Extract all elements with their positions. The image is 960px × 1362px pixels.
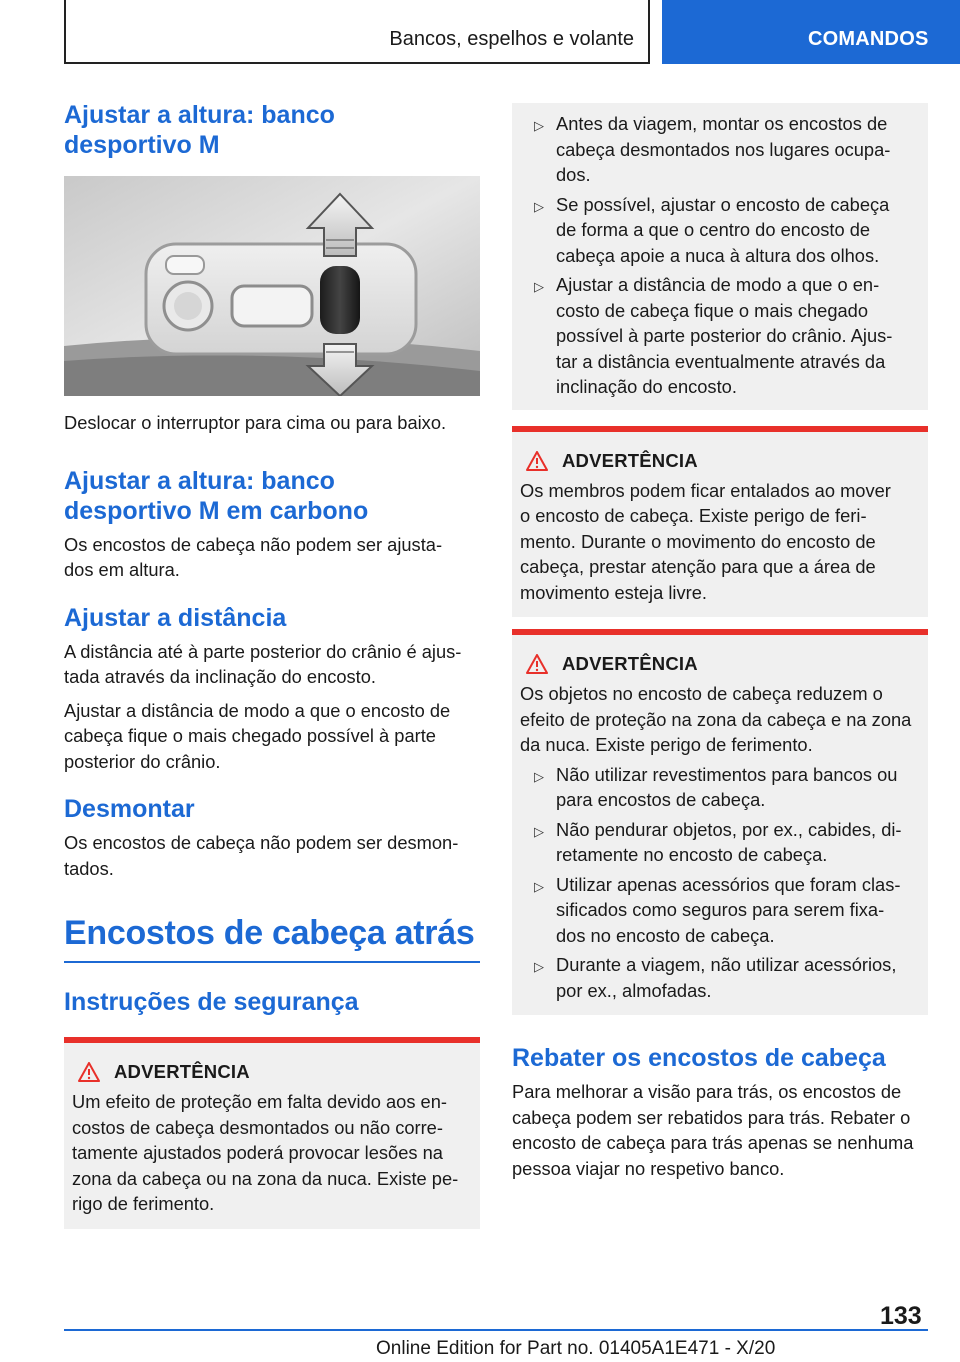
- list-item: ▷ Antes da viagem, montar os encostos de cabeça desmontados nos lugares ocupa- dos.: [520, 111, 920, 188]
- list-item: ▷ Utilizar apenas acessórios que foram clas- sificados como seguros para serem fixa- dos no encosto de cabeça.: [520, 872, 920, 949]
- warning-triangle-icon: [526, 654, 548, 674]
- warning-triangle-icon: [78, 1062, 100, 1082]
- bullet-triangle-icon: ▷: [534, 823, 544, 839]
- heading-adjust-height-m: Ajustar a altura: banco desportivo M: [64, 101, 335, 159]
- paragraph-distance-2: Ajustar a distância de modo a que o encosto de cabeça fique o mais chegado possível à parte posterior do crânio.: [64, 699, 451, 772]
- header-section-bar: [64, 0, 650, 64]
- paragraph-carbon: Os encostos de cabeça não podem ser ajusta- dos em altura.: [64, 533, 443, 580]
- heading-safety-instructions: Instruções de segurança: [64, 988, 359, 1016]
- paragraph-distance-1: A distância até à parte posterior do crânio é ajus- tada através da inclinação do encosto.: [64, 640, 462, 687]
- bullet-triangle-icon: ▷: [534, 768, 544, 784]
- warning-box-objects: [512, 629, 928, 1015]
- list-item: ▷ Não pendurar objetos, por ex., cabides, di- retamente no encosto de cabeça.: [520, 817, 920, 868]
- header-chapter-tab: [662, 0, 960, 64]
- section-rule: [64, 961, 480, 963]
- header-chapter-title: COMANDOS: [808, 28, 929, 50]
- bullet-triangle-icon: ▷: [534, 198, 544, 214]
- warning-header: [520, 653, 920, 675]
- list-item: ▷ Ajustar a distância de modo a que o en- costo de cabeça fique o mais chegado possível à parte posterior do crânio. Ajus- tar a distância eventualmente através da inclinação do encosto.: [520, 272, 920, 400]
- heading-fold-headrests: Rebater os encostos de cabeça: [512, 1044, 886, 1072]
- heading-adjust-height-m-carbon: Ajustar a altura: banco desportivo M em carbono: [64, 466, 369, 525]
- footer-edition-text: Online Edition for Part no. 01405A1E471 - X/20: [376, 1338, 776, 1359]
- bullet-box: [512, 103, 928, 410]
- bullet-triangle-icon: ▷: [534, 279, 544, 294]
- warning-text: Os objetos no encosto de cabeça reduzem o efeito de proteção na zona da cabeça e na zona da nuca. Existe perigo de ferimento.: [520, 683, 912, 755]
- warning-header: [72, 1061, 472, 1083]
- warning-triangle-icon: [526, 451, 548, 471]
- left-column: [64, 100, 480, 1229]
- paragraph-fold-headrests: Para melhorar a visão para trás, os encostos de cabeça podem ser rebatidos para trás. Rebater o encosto de cabeça para trás apenas se nenhuma pessoa viajar no respetivo banco.: [512, 1081, 914, 1179]
- bullet-triangle-icon: ▷: [534, 118, 544, 133]
- warning-box-limbs: [512, 426, 928, 618]
- list-item: ▷ Durante a viagem, não utilizar acessórios, por ex., almofadas.: [520, 952, 920, 1003]
- list-item: ▷ Se possível, ajustar o encosto de cabeça de forma a que o centro do encosto de cabeça apoie a nuca à altura dos olhos.: [520, 192, 920, 269]
- image-caption: Deslocar o interruptor para cima ou para baixo.: [64, 412, 447, 433]
- footer-rule: [64, 1329, 928, 1331]
- warning-title: ADVERTÊNCIA: [114, 1061, 250, 1082]
- warning-header: [520, 450, 920, 472]
- warning-title: ADVERTÊNCIA: [562, 653, 698, 674]
- list-item: ▷ Não utilizar revestimentos para bancos ou para encostos de cabeça.: [520, 762, 920, 813]
- section-title-rear-headrests: Encostos de cabeça atrás: [64, 914, 475, 952]
- page-number: 133: [880, 1302, 922, 1330]
- warning-title: ADVERTÊNCIA: [562, 449, 698, 471]
- heading-remove: Desmontar: [64, 795, 195, 823]
- warning-text: Um efeito de proteção em falta devido aos en- costos de cabeça desmontados ou não corre- tamente ajustados poderá provocar lesões na zona da cabeça ou na zona da nuca. Existe pe- rigo de ferimento.: [72, 1091, 459, 1214]
- header-section-title: Bancos, espelhos e volante: [389, 28, 634, 50]
- seat-switch-illustration: [64, 176, 480, 396]
- bullet-triangle-icon: ▷: [534, 878, 544, 894]
- bullet-triangle-icon: ▷: [534, 959, 544, 974]
- paragraph-remove: Os encostos de cabeça não podem ser desmon- tados.: [64, 832, 459, 879]
- heading-adjust-distance: Ajustar a distância: [64, 603, 287, 632]
- warning-text: Os membros podem ficar entalados ao mover o encosto de cabeça. Existe perigo de feri- mento. Durante o movimento do encosto de cabeça, prestar atenção para que a área de movimento esteja livre.: [520, 479, 891, 603]
- warning-box-left: [64, 1037, 480, 1229]
- right-column: [512, 103, 928, 1181]
